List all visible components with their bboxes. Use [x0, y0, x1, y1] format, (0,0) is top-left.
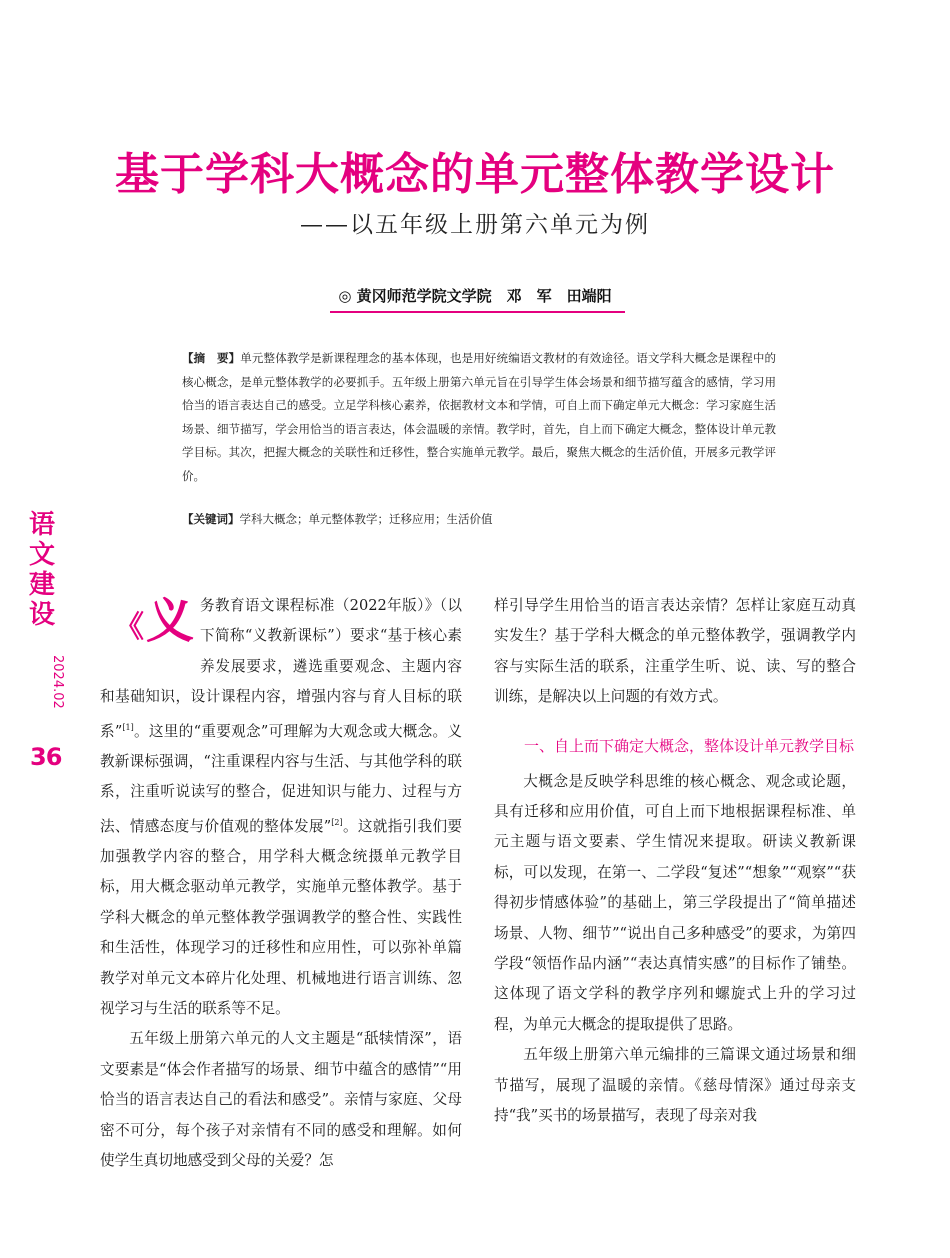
issue-number: 2024.02 [50, 655, 65, 709]
keywords [182, 508, 776, 532]
section-heading: 一、自上而下确定大概念，整体设计单元教学目标 [524, 736, 855, 755]
article-subtitle: ——以五年级上册第六单元为例 [300, 212, 650, 238]
journal-name: 语文建设 [28, 510, 55, 630]
paragraph: 样引导学生用恰当的语言表达亲情？怎样让家庭互动真实发生？基于学科大概念的单元整体教学，强调教学内容与实际生活的联系，注重学生听、说、读、写的整合训练，是解决以上问题的有效方式。 [494, 597, 856, 706]
author-line: ◎ 黄冈师范学院文学院 邓 军 田端阳 [338, 287, 612, 305]
abstract-label: 【摘 要】 [182, 351, 241, 365]
article-title: 基于学科大概念的单元整体教学设计 [115, 149, 835, 200]
page-number: 36 [30, 743, 62, 771]
left-column [100, 591, 462, 1176]
paragraph: 五年级上册第六单元的人文主题是“舐犊情深”，语文要素是“体会作者描写的场景、细节中蕴含的感情”“用恰当的语言表达自己的看法和感受”。亲情与家庭、父母密不可分，每个孩子对亲情有不同的感受和理解。如何使学生真切地感受到父母的关爱？怎 [100, 1030, 462, 1170]
paragraph: 五年级上册第六单元编排的三篇课文通过场景和细节描写，展现了温暖的亲情。《慈母情深》通过母亲支持“我”买书的场景描写，表现了母亲对我 [494, 1046, 856, 1125]
abstract [182, 347, 776, 489]
right-column [494, 591, 856, 1132]
author-underline [330, 311, 625, 313]
paragraph: 《义 务教育语文课程标准（2022年版）》（以下简称“义教新课标”）要求“基于核心素养发展要求，遴选重要观念、主题内容和基础知识，设计课程内容，增强内容与育人目标的联系”[1]。这里的“重要观念”可理解为大观念或大概念。义教新课标强调，“注重课程内容与生活、与其他学科的联系，注重听说读写的整合，促进知识与能力、过程与方法、情感态度与价值观的整体发展”[2]。这就指引我们要加强教学内容的整合，用学科大概念统摄单元教学目标，用大概念驱动单元教学，实施单元整体教学。基于学科大概念的单元整体教学强调教学的整合性、实践性和生活性，体现学习的迁移性和应用性，可以弥补单篇教学对单元文本碎片化处理、机械地进行语言训练、忽视学习与生活的联系等不足。 [100, 593, 462, 1017]
citation: [2] [331, 817, 343, 827]
keywords-text: 学科大概念；单元整体教学；迁移应用；生活价值 [239, 512, 493, 526]
paragraph: 大概念是反映学科思维的核心概念、观念或论题，具有迁移和应用价值，可自上而下地根据课程标准、单元主题与语文要素、学生情况来提取。研读义教新课标，可以发现，在第一、二学段“复述”“想象”“观察”“获得初步情感体验”的基础上，第三学段提出了“简单描述场景、人物、细节”“说出自己多种感受”的要求，为第四学段“领悟作品内涵”“表达真情实感”的目标作了铺垫。这体现了语文学科的教学序列和螺旋式上升的学习过程，为单元大概念的提取提供了思路。 [494, 772, 856, 1033]
drop-cap: 《义 [114, 593, 195, 649]
abstract-text: 单元整体教学是新课程理念的基本体现，也是用好统编语文教材的有效途径。语文学科大概念是课程中的核心概念，是单元整体教学的必要抓手。五年级上册第六单元旨在引导学生体会场景和细节描写蕴含的感情，学习用恰当的语言表达自己的感受。立足学科核心素养，依据教材文本和学情，可自上而下确定单元大概念：学习家庭生活场景、细节描写，学会用恰当的语言表达，体会温暖的亲情。教学时，首先，自上而下确定大概念，整体设计单元教学目标。其次，把握大概念的关联性和迁移性，整合实施单元教学。最后，聚焦大概念的生活价值，开展多元教学评价。 [182, 351, 776, 483]
keywords-label: 【关键词】 [182, 512, 240, 526]
citation: [1] [122, 722, 134, 732]
